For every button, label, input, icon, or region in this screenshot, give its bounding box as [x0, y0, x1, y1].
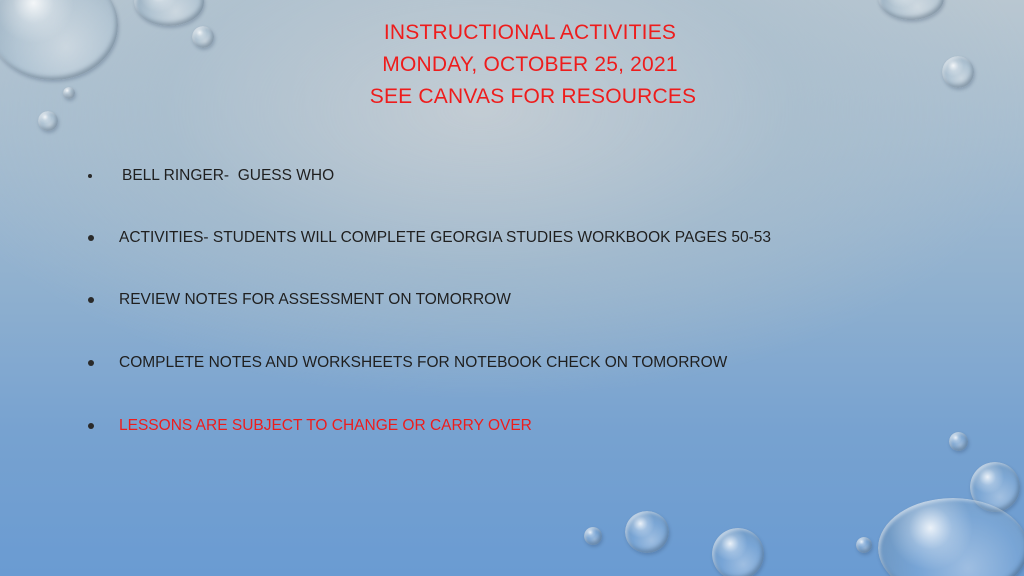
title-line: MONDAY, OCTOBER 25, 2021 — [382, 53, 678, 76]
title-line: SEE CANVAS FOR RESOURCES — [363, 85, 697, 108]
list-item — [88, 226, 771, 250]
bullet-icon — [88, 423, 94, 429]
bullet-icon — [88, 235, 94, 241]
list-item — [88, 414, 532, 438]
bullet-text: ACTIVITIES- STUDENTS WILL COMPLETE GEORGIA STUDIES WORKBOOK PAGES 50-53 — [119, 229, 771, 246]
bullet-text: BELL RINGER- GUESS WHO — [122, 167, 335, 184]
list-item — [88, 164, 334, 188]
list-item — [88, 288, 511, 312]
bullet-icon — [88, 297, 94, 303]
bullet-icon — [88, 360, 94, 366]
bullet-text: COMPLETE NOTES AND WORKSHEETS FOR NOTEBOOK CHECK ON TOMORROW — [119, 354, 728, 371]
title-line: INSTRUCTIONAL ACTIVITIES — [383, 21, 677, 44]
bullet-text-warning: LESSONS ARE SUBJECT TO CHANGE OR CARRY OVER — [119, 417, 532, 434]
list-item — [88, 351, 727, 375]
bullet-icon — [88, 174, 92, 178]
bullet-text: REVIEW NOTES FOR ASSESSMENT ON TOMORROW — [119, 291, 511, 308]
